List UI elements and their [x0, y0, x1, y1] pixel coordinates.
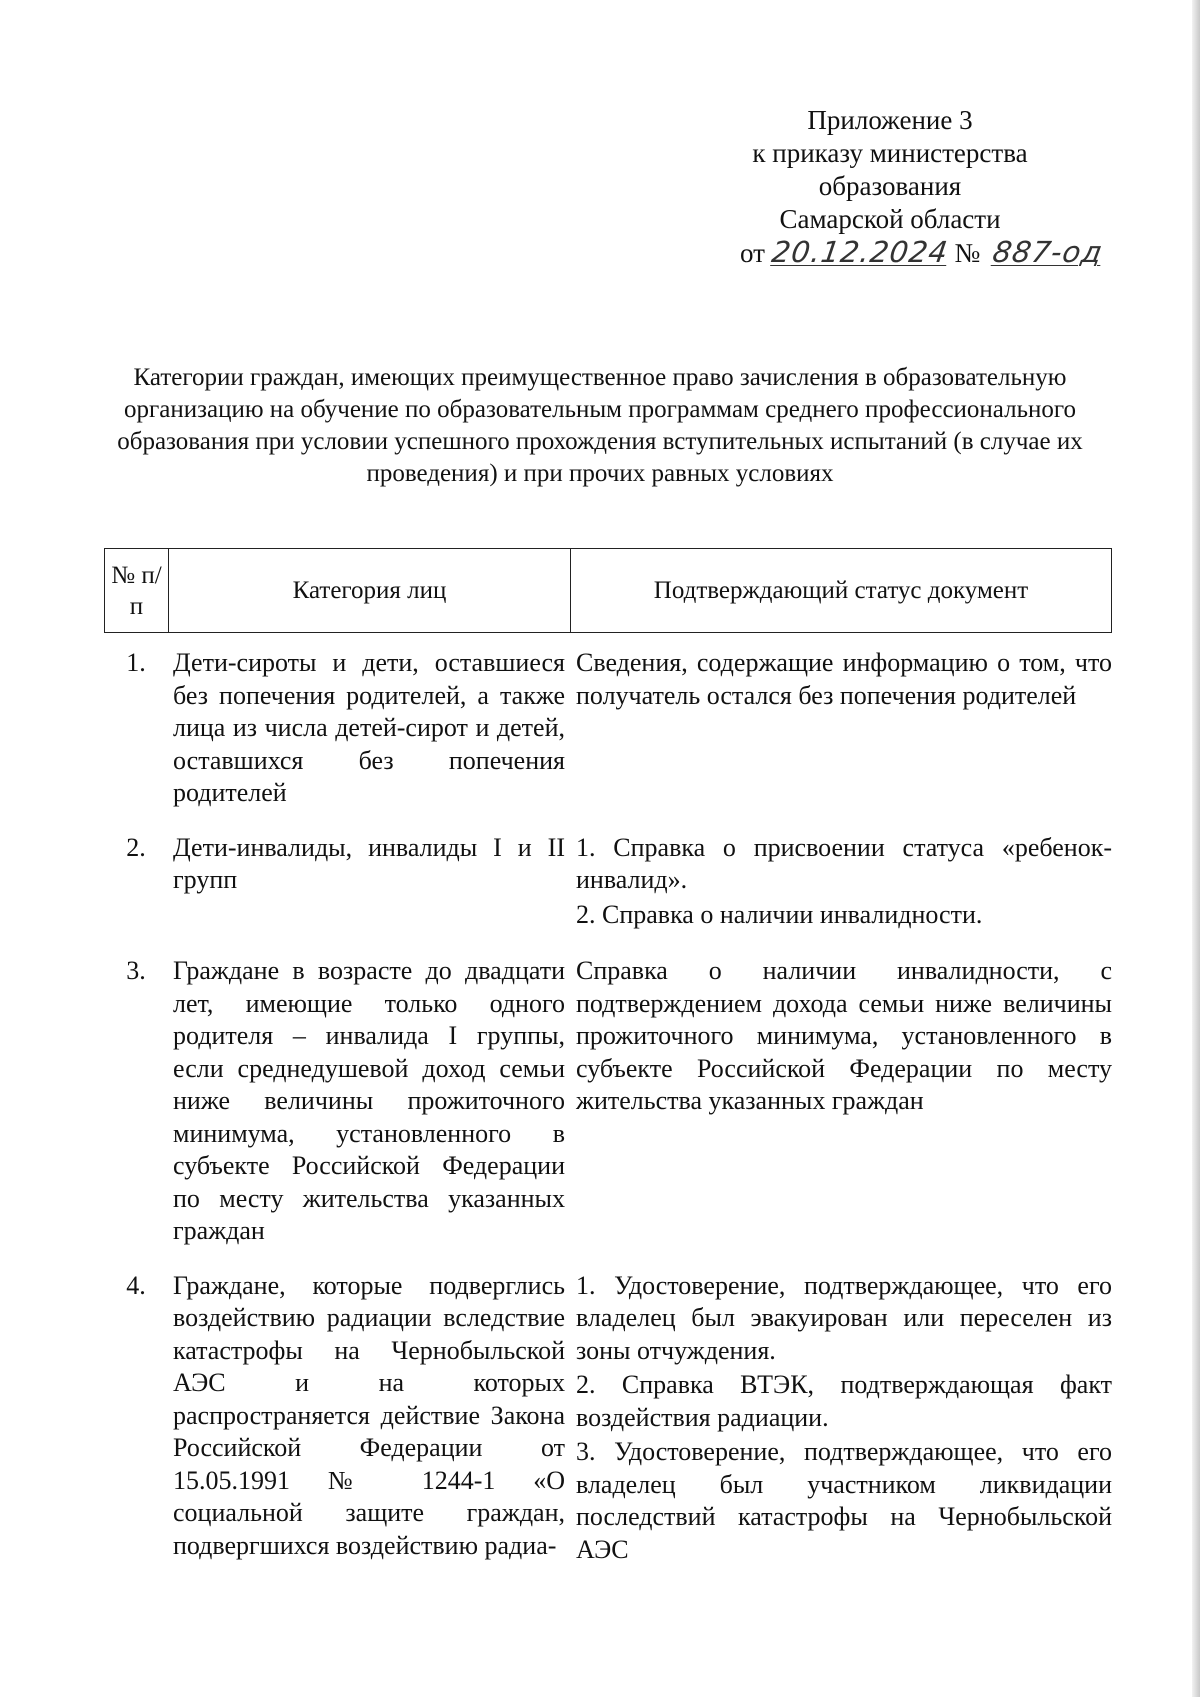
- header-document: Подтверждающий статус документ: [653, 577, 1029, 604]
- handwritten-order-number: 887-од: [990, 235, 1106, 269]
- row-documents: [570, 1270, 1112, 1569]
- appendix-line-1: Приложение 3: [807, 105, 973, 135]
- row-documents: [570, 832, 1112, 934]
- row-documents: [570, 647, 1112, 810]
- appendix-header: [740, 104, 1106, 270]
- header-category: Категория лиц: [169, 549, 571, 632]
- row-category: Дети-инвалиды, инвалиды I и II групп: [173, 832, 565, 894]
- number-sign: №: [954, 238, 981, 268]
- row-category: Дети-сироты и дети, оставшиеся без попечения родителей, а также лица из числа детей-сирот и детей, оставшихся без попечения родителей: [173, 648, 565, 807]
- handwritten-date: 20.12.2024: [769, 235, 951, 269]
- from-label: от: [740, 238, 765, 268]
- document-item: 2. Справка ВТЭК, подтверждающая факт воздействия радиации.: [576, 1370, 1112, 1432]
- row-number: 4.: [126, 1270, 146, 1300]
- row-category: Граждане в возрасте до двадцати лет, имеющие только одного родителя – инвалида I группы, если среднедушевой доход семьи ниже величины прожиточного минимума, установленного в субъекте Российской Федерации по месту жительства указанных граждан: [173, 956, 565, 1245]
- row-number: 1.: [126, 648, 146, 677]
- table-header: [104, 548, 1112, 633]
- order-date-line: [740, 235, 1106, 270]
- table-row: [104, 1270, 1112, 1569]
- document-item: 2. Справка о наличии инвалидности.: [576, 899, 983, 929]
- document-item: 3. Удостоверение, подтверждающее, что его владелец был участником ликвидации последствий катастрофы на Чернобыльской АЭС: [576, 1437, 1112, 1564]
- document-item: Справка о наличии инвалидности, с подтверждением дохода семьи ниже величины прожиточного минимума, установленного в субъекте Российской Федерации по месту жительства указанных граждан: [576, 956, 1112, 1115]
- scan-edge-shadow: [1192, 0, 1200, 1697]
- document-title: Категории граждан, имеющих преимущественное право зачисления в образовательную организацию на обучение по образовательным программам среднего профессионального образования при условии успешного прохождения вступительных испытаний (в случае их проведения) и при прочих равных условиях: [117, 364, 1083, 487]
- row-documents: [570, 955, 1112, 1248]
- appendix-line-3: образования: [818, 171, 962, 201]
- row-category: Граждане, которые подверглись воздействию радиации вследствие катастрофы на Чернобыльской АЭС и на которых распространяется действие Закона Российской Федерации от 15.05.1991 № 1244-1 «О социальной защите граждан, подвергшихся воздействию радиа-: [173, 1270, 565, 1560]
- row-number: 3.: [126, 956, 146, 985]
- appendix-line-2: к приказу министерства: [752, 138, 1028, 168]
- header-number: № п/п: [105, 549, 169, 632]
- appendix-line-4: Самарской области: [779, 204, 1001, 234]
- table-row: [104, 832, 1112, 934]
- row-number: 2.: [126, 832, 146, 862]
- table-row: [104, 647, 1112, 810]
- document-item: Сведения, содержащие информацию о том, что получатель остался без попечения родителей: [576, 648, 1112, 710]
- document-item: 1. Удостоверение, подтверждающее, что его владелец был эвакуирован или переселен из зоны отчуждения.: [576, 1270, 1112, 1365]
- table-row: [104, 955, 1112, 1248]
- document-item: 1. Справка о присвоении статуса «ребенок-инвалид».: [576, 832, 1112, 894]
- table-body: [104, 647, 1112, 1590]
